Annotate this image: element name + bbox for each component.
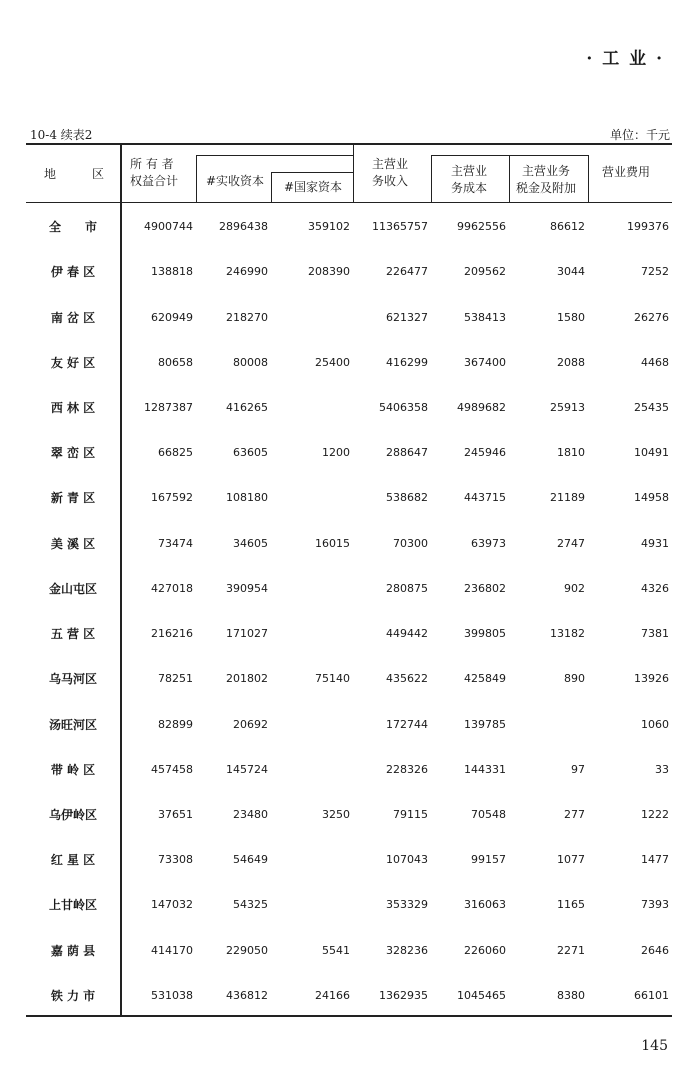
header-line (353, 143, 354, 202)
state-capital-cell: 3250 (322, 807, 350, 821)
header-main-revenue-line1: 主营业 (372, 157, 409, 171)
equity-cell: 73308 (158, 853, 193, 867)
region-cell: 乌马河区 (48, 672, 97, 687)
state-capital-cell: 1200 (322, 446, 350, 460)
operating-expenses-cell: 7252 (641, 265, 669, 279)
operating-expenses-cell: 4468 (641, 355, 669, 369)
operating-expenses-cell: 25435 (634, 400, 669, 414)
region-cell: 友 好 区 (50, 355, 96, 370)
main-revenue-cell: 107043 (386, 853, 428, 867)
state-capital-cell: 25400 (315, 355, 350, 369)
header-main-tax-line2: 税金及附加 (516, 181, 577, 195)
main-revenue-cell: 11365757 (372, 220, 428, 234)
operating-expenses-cell: 13926 (634, 672, 669, 686)
equity-cell: 216216 (151, 627, 193, 641)
state-capital-cell: 24166 (315, 988, 350, 1002)
table-row (26, 340, 672, 385)
data-table (26, 204, 672, 1018)
operating-expenses-cell: 26276 (634, 310, 669, 324)
header-equity-line1: 所 有 者 (130, 157, 174, 171)
operating-expenses-cell: 1222 (641, 807, 669, 821)
header-main-revenue-line2: 务收入 (372, 174, 409, 188)
paid-in-capital-cell: 201802 (226, 672, 268, 686)
main-revenue-cell: 1362935 (379, 988, 428, 1002)
paid-in-capital-cell: 229050 (226, 943, 268, 957)
region-cell: 带 岭 区 (50, 762, 96, 777)
table-row (26, 566, 672, 611)
operating-expenses-cell: 14958 (634, 491, 669, 505)
operating-expenses-cell: 7381 (641, 627, 669, 641)
table-row (26, 430, 672, 475)
main-tax-cell (509, 701, 588, 746)
paid-in-capital-cell: 80008 (233, 355, 268, 369)
equity-cell: 80658 (158, 355, 193, 369)
main-cost-cell: 9962556 (457, 220, 506, 234)
main-cost-cell: 245946 (464, 446, 506, 460)
paid-in-capital-cell: 34605 (233, 536, 268, 550)
state-capital-cell: 5541 (322, 943, 350, 957)
region-cell: 南 岔 区 (50, 310, 96, 325)
main-tax-cell: 13182 (550, 627, 585, 641)
main-cost-cell: 209562 (464, 265, 506, 279)
table-row (26, 385, 672, 430)
table-row (26, 747, 672, 792)
operating-expenses-cell: 10491 (634, 446, 669, 460)
paid-in-capital-cell: 416265 (226, 400, 268, 414)
table-row (26, 837, 672, 882)
state-capital-cell (271, 385, 353, 430)
main-cost-cell: 399805 (464, 627, 506, 641)
table-row (26, 611, 672, 656)
paid-in-capital-cell: 54325 (233, 898, 268, 912)
table-row (26, 294, 672, 339)
main-revenue-cell: 621327 (386, 310, 428, 324)
main-cost-cell: 236802 (464, 581, 506, 595)
paid-in-capital-cell: 171027 (226, 627, 268, 641)
equity-cell: 1287387 (144, 400, 193, 414)
table-row (26, 973, 672, 1018)
main-revenue-cell: 226477 (386, 265, 428, 279)
main-tax-cell: 8380 (557, 988, 585, 1002)
table-row (26, 928, 672, 973)
main-revenue-cell: 228326 (386, 762, 428, 776)
main-cost-cell: 367400 (464, 355, 506, 369)
region-cell: 汤旺河区 (48, 717, 97, 732)
region-cell: 红 星 区 (50, 853, 96, 868)
state-capital-cell (271, 882, 353, 927)
state-capital-cell (271, 294, 353, 339)
main-revenue-cell: 416299 (386, 355, 428, 369)
table-number: 10-4 续表2 (30, 128, 93, 142)
equity-cell: 167592 (151, 491, 193, 505)
equity-cell: 531038 (151, 988, 193, 1002)
main-tax-cell: 3044 (557, 265, 585, 279)
main-revenue-cell: 353329 (386, 898, 428, 912)
main-cost-cell: 144331 (464, 762, 506, 776)
state-capital-cell (271, 566, 353, 611)
header-equity-line2: 权益合计 (130, 174, 179, 188)
table-row (26, 882, 672, 927)
operating-expenses-cell: 1477 (641, 853, 669, 867)
paid-in-capital-cell: 2896438 (219, 220, 268, 234)
main-tax-cell: 2271 (557, 943, 585, 957)
main-cost-cell: 139785 (464, 717, 506, 731)
region-cell: 上甘岭区 (48, 898, 97, 913)
main-cost-cell: 1045465 (457, 988, 506, 1002)
main-revenue-cell: 435622 (386, 672, 428, 686)
main-revenue-cell: 280875 (386, 581, 428, 595)
main-revenue-cell: 449442 (386, 627, 428, 641)
table-row (26, 656, 672, 701)
main-tax-cell: 21189 (550, 491, 585, 505)
table-row (26, 249, 672, 294)
main-revenue-cell: 328236 (386, 943, 428, 957)
main-revenue-cell: 538682 (386, 491, 428, 505)
header-line (431, 155, 432, 202)
state-capital-cell (271, 837, 353, 882)
state-capital-cell: 75140 (315, 672, 350, 686)
paid-in-capital-cell: 23480 (233, 807, 268, 821)
equity-cell: 138818 (151, 265, 193, 279)
main-revenue-cell: 172744 (386, 717, 428, 731)
header-region: 地 区 (43, 167, 104, 181)
main-revenue-cell: 288647 (386, 446, 428, 460)
table-row (26, 701, 672, 746)
equity-cell: 78251 (158, 672, 193, 686)
main-cost-cell: 63973 (471, 536, 506, 550)
table-row (26, 792, 672, 837)
main-cost-cell: 538413 (464, 310, 506, 324)
state-capital-cell (271, 747, 353, 792)
operating-expenses-cell: 66101 (634, 988, 669, 1002)
header-main-tax-line1: 主营业务 (522, 164, 571, 178)
operating-expenses-cell: 7393 (641, 898, 669, 912)
operating-expenses-cell: 199376 (627, 220, 669, 234)
top-rule (26, 143, 672, 145)
region-cell: 金山屯区 (48, 581, 97, 596)
paid-in-capital-cell: 63605 (233, 446, 268, 460)
table-row (26, 521, 672, 566)
main-cost-cell: 99157 (471, 853, 506, 867)
paid-in-capital-cell: 108180 (226, 491, 268, 505)
main-tax-cell: 2747 (557, 536, 585, 550)
region-cell: 新 青 区 (50, 491, 96, 506)
table-row (26, 475, 672, 520)
unit-label: 单位：千元 (609, 128, 670, 142)
header-equity (130, 156, 178, 190)
header-state-capital: #国家资本 (284, 180, 343, 194)
state-capital-cell (271, 475, 353, 520)
main-tax-cell: 97 (571, 762, 585, 776)
paid-in-capital-cell: 436812 (226, 988, 268, 1002)
main-cost-cell: 425849 (464, 672, 506, 686)
main-tax-cell: 1810 (557, 446, 585, 460)
header-main-tax (516, 163, 576, 197)
header-operating-expenses: 营业费用 (602, 165, 651, 179)
header-line (271, 172, 272, 202)
main-cost-cell: 443715 (464, 491, 506, 505)
operating-expenses-cell: 2646 (641, 943, 669, 957)
state-capital-cell (271, 701, 353, 746)
paid-in-capital-cell: 218270 (226, 310, 268, 324)
header-line (588, 155, 589, 202)
state-capital-cell: 16015 (315, 536, 350, 550)
main-revenue-cell: 5406358 (379, 400, 428, 414)
main-tax-cell: 1165 (557, 898, 585, 912)
header-main-cost-line1: 主营业 (451, 164, 488, 178)
region-cell: 全 市 (48, 220, 97, 235)
operating-expenses-cell: 4931 (641, 536, 669, 550)
header-line (271, 172, 353, 173)
region-cell: 五 营 区 (50, 627, 96, 642)
main-tax-cell: 2088 (557, 355, 585, 369)
paid-in-capital-cell: 54649 (233, 853, 268, 867)
equity-cell: 147032 (151, 898, 193, 912)
header-paid-in-capital: #实收资本 (206, 174, 265, 188)
operating-expenses-cell: 1060 (641, 717, 669, 731)
main-tax-cell: 1580 (557, 310, 585, 324)
paid-in-capital-cell: 246990 (226, 265, 268, 279)
region-cell: 西 林 区 (50, 400, 96, 415)
header-line (509, 155, 510, 202)
page-number: 145 (641, 1038, 668, 1054)
paid-in-capital-cell: 20692 (233, 717, 268, 731)
region-cell: 乌伊岭区 (48, 807, 97, 822)
main-tax-cell: 890 (564, 672, 585, 686)
header-main-cost-line2: 务成本 (451, 181, 488, 195)
equity-cell: 4900744 (144, 220, 193, 234)
equity-cell: 37651 (158, 807, 193, 821)
operating-expenses-cell: 4326 (641, 581, 669, 595)
equity-cell: 414170 (151, 943, 193, 957)
region-cell: 嘉 荫 县 (50, 943, 96, 958)
equity-cell: 457458 (151, 762, 193, 776)
operating-expenses-cell: 33 (655, 762, 669, 776)
state-capital-cell: 208390 (308, 265, 350, 279)
main-revenue-cell: 70300 (393, 536, 428, 550)
table-row (26, 204, 672, 249)
main-cost-cell: 316063 (464, 898, 506, 912)
state-capital-cell (271, 611, 353, 656)
main-tax-cell: 277 (564, 807, 585, 821)
equity-cell: 73474 (158, 536, 193, 550)
header-line (196, 155, 353, 156)
main-cost-cell: 226060 (464, 943, 506, 957)
main-tax-cell: 902 (564, 581, 585, 595)
header-bottom-rule (26, 202, 672, 203)
equity-cell: 66825 (158, 446, 193, 460)
paid-in-capital-cell: 390954 (226, 581, 268, 595)
state-capital-cell: 359102 (308, 220, 350, 234)
section-header: · 工 业 · (586, 49, 664, 69)
region-cell: 铁 力 市 (50, 988, 96, 1003)
region-cell: 翠 峦 区 (50, 446, 96, 461)
paid-in-capital-cell: 145724 (226, 762, 268, 776)
main-cost-cell: 4989682 (457, 400, 506, 414)
main-tax-cell: 1077 (557, 853, 585, 867)
main-revenue-cell: 79115 (393, 807, 428, 821)
header-main-revenue (372, 156, 408, 190)
equity-cell: 620949 (151, 310, 193, 324)
region-cell: 伊 春 区 (50, 265, 96, 280)
equity-cell: 82899 (158, 717, 193, 731)
region-cell: 美 溪 区 (50, 536, 96, 551)
main-cost-cell: 70548 (471, 807, 506, 821)
header-main-cost (451, 163, 487, 197)
header-line (196, 155, 197, 202)
main-tax-cell: 25913 (550, 400, 585, 414)
equity-cell: 427018 (151, 581, 193, 595)
main-tax-cell: 86612 (550, 220, 585, 234)
